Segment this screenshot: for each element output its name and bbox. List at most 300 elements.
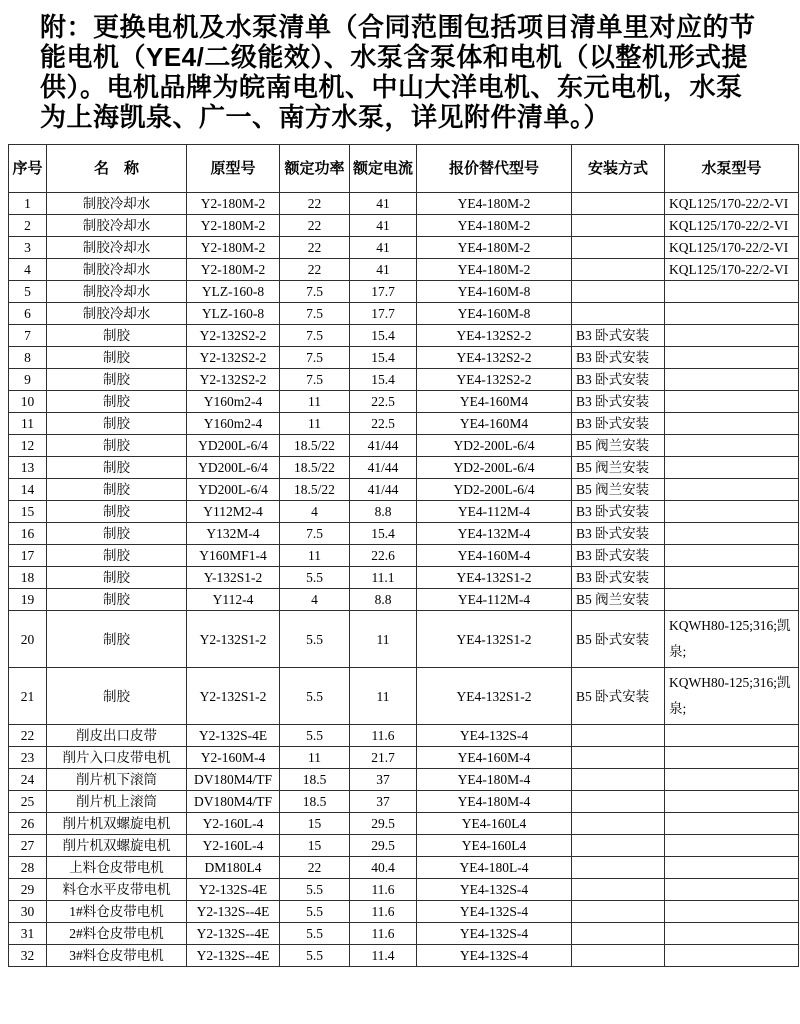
cell-old-model: Y2-180M-2 [187, 237, 280, 259]
title-line-3: 供）。电机品牌为皖南电机、中山大洋电机、东元电机，水泵 [40, 72, 743, 102]
cell-quote-model: YE4-180M-2 [417, 259, 572, 281]
cell-old-model: Y2-132S2-2 [187, 325, 280, 347]
cell-seq: 31 [9, 923, 47, 945]
cell-pump-model [665, 901, 799, 923]
cell-old-model: Y2-180M-2 [187, 259, 280, 281]
cell-mount-type: B3 卧式安装 [572, 545, 665, 567]
cell-rated-power: 18.5/22 [280, 457, 350, 479]
cell-rated-power: 22 [280, 237, 350, 259]
cell-rated-power: 18.5 [280, 769, 350, 791]
cell-name: 制胶冷却水 [47, 237, 187, 259]
cell-seq: 14 [9, 479, 47, 501]
cell-pump-model [665, 545, 799, 567]
header-row [9, 145, 799, 193]
cell-quote-model: YE4-160M-4 [417, 545, 572, 567]
cell-rated-power: 5.5 [280, 901, 350, 923]
cell-quote-model: YE4-160M4 [417, 391, 572, 413]
cell-quote-model: YE4-132S-4 [417, 725, 572, 747]
table-row [9, 501, 799, 523]
table-header [9, 145, 799, 193]
table-row [9, 369, 799, 391]
cell-rated-power: 4 [280, 589, 350, 611]
cell-quote-model: YE4-160M-8 [417, 281, 572, 303]
cell-quote-model: YE4-132S-4 [417, 901, 572, 923]
cell-quote-model: YE4-160M-4 [417, 747, 572, 769]
cell-pump-model [665, 523, 799, 545]
table-row [9, 259, 799, 281]
cell-old-model: Y-132S1-2 [187, 567, 280, 589]
cell-seq: 5 [9, 281, 47, 303]
cell-rated-current: 41 [350, 259, 417, 281]
cell-mount-type [572, 923, 665, 945]
cell-seq: 12 [9, 435, 47, 457]
cell-old-model: Y2-160L-4 [187, 835, 280, 857]
cell-rated-current: 40.4 [350, 857, 417, 879]
cell-pump-model [665, 769, 799, 791]
cell-pump-model [665, 281, 799, 303]
cell-rated-power: 18.5 [280, 791, 350, 813]
cell-quote-model: YE4-132S2-2 [417, 369, 572, 391]
cell-seq: 10 [9, 391, 47, 413]
cell-name: 1#料仓皮带电机 [47, 901, 187, 923]
cell-seq: 13 [9, 457, 47, 479]
cell-rated-power: 7.5 [280, 369, 350, 391]
cell-seq: 26 [9, 813, 47, 835]
cell-mount-type [572, 303, 665, 325]
cell-pump-model [665, 945, 799, 967]
cell-seq: 11 [9, 413, 47, 435]
cell-rated-current: 11.6 [350, 923, 417, 945]
cell-rated-current: 15.4 [350, 347, 417, 369]
cell-old-model: Y2-132S2-2 [187, 369, 280, 391]
cell-rated-power: 22 [280, 259, 350, 281]
col-header-quote-model: 报价替代型号 [417, 145, 572, 193]
cell-old-model: Y2-180M-2 [187, 215, 280, 237]
cell-seq: 25 [9, 791, 47, 813]
cell-name: 制胶 [47, 567, 187, 589]
cell-mount-type [572, 193, 665, 215]
title-line-1: 附：更换电机及水泵清单（合同范围包括项目清单里对应的节 [40, 12, 756, 42]
cell-mount-type [572, 237, 665, 259]
cell-mount-type [572, 857, 665, 879]
cell-name: 制胶 [47, 545, 187, 567]
cell-quote-model: YE4-132S-4 [417, 879, 572, 901]
table-row [9, 325, 799, 347]
cell-seq: 32 [9, 945, 47, 967]
table-row [9, 813, 799, 835]
cell-old-model: DM180L4 [187, 857, 280, 879]
cell-seq: 9 [9, 369, 47, 391]
cell-rated-power: 7.5 [280, 325, 350, 347]
cell-seq: 3 [9, 237, 47, 259]
cell-old-model: DV180M4/TF [187, 769, 280, 791]
cell-name: 3#料仓皮带电机 [47, 945, 187, 967]
cell-seq: 7 [9, 325, 47, 347]
cell-rated-power: 5.5 [280, 923, 350, 945]
cell-rated-power: 11 [280, 391, 350, 413]
cell-mount-type [572, 281, 665, 303]
cell-name: 削皮出口皮带 [47, 725, 187, 747]
cell-pump-model [665, 567, 799, 589]
cell-old-model: YD200L-6/4 [187, 457, 280, 479]
table-row [9, 479, 799, 501]
cell-old-model: Y2-132S2-2 [187, 347, 280, 369]
cell-quote-model: YD2-200L-6/4 [417, 457, 572, 479]
cell-rated-power: 5.5 [280, 725, 350, 747]
cell-rated-current: 15.4 [350, 369, 417, 391]
cell-pump-model [665, 813, 799, 835]
title-line-2: 能电机（YE4/二级能效）、水泵含泵体和电机（以整机形式提 [40, 42, 748, 72]
table-row [9, 215, 799, 237]
col-header-rated-power: 额定功率 [280, 145, 350, 193]
cell-rated-current: 41/44 [350, 479, 417, 501]
table-row [9, 901, 799, 923]
table-row [9, 391, 799, 413]
cell-seq: 22 [9, 725, 47, 747]
cell-rated-power: 22 [280, 193, 350, 215]
cell-seq: 15 [9, 501, 47, 523]
cell-seq: 18 [9, 567, 47, 589]
cell-rated-power: 22 [280, 857, 350, 879]
cell-old-model: Y2-160M-4 [187, 747, 280, 769]
cell-mount-type [572, 747, 665, 769]
table-row [9, 457, 799, 479]
document-title [0, 0, 800, 132]
table-body [9, 193, 799, 967]
table-row [9, 611, 799, 668]
cell-old-model: Y160m2-4 [187, 413, 280, 435]
cell-pump-model [665, 501, 799, 523]
cell-name: 制胶 [47, 391, 187, 413]
cell-old-model: YD200L-6/4 [187, 435, 280, 457]
cell-seq: 2 [9, 215, 47, 237]
table-row [9, 413, 799, 435]
cell-pump-model [665, 413, 799, 435]
cell-mount-type: B3 卧式安装 [572, 325, 665, 347]
cell-mount-type [572, 769, 665, 791]
cell-quote-model: YD2-200L-6/4 [417, 479, 572, 501]
cell-mount-type [572, 901, 665, 923]
cell-quote-model: YE4-180M-2 [417, 237, 572, 259]
cell-rated-current: 11.4 [350, 945, 417, 967]
cell-quote-model: YE4-180L-4 [417, 857, 572, 879]
cell-old-model: Y112-4 [187, 589, 280, 611]
cell-name: 制胶 [47, 479, 187, 501]
cell-mount-type [572, 945, 665, 967]
cell-rated-power: 11 [280, 545, 350, 567]
cell-pump-model: KQL125/170-22/2-VI [665, 193, 799, 215]
cell-old-model: Y2-132S1-2 [187, 668, 280, 725]
table-row [9, 769, 799, 791]
cell-rated-current: 15.4 [350, 325, 417, 347]
cell-rated-current: 17.7 [350, 281, 417, 303]
cell-mount-type: B3 卧式安装 [572, 567, 665, 589]
cell-old-model: Y160MF1-4 [187, 545, 280, 567]
cell-quote-model: YE4-160M4 [417, 413, 572, 435]
cell-name: 2#料仓皮带电机 [47, 923, 187, 945]
cell-pump-model [665, 835, 799, 857]
cell-rated-current: 22.5 [350, 391, 417, 413]
cell-rated-power: 5.5 [280, 945, 350, 967]
table-row [9, 835, 799, 857]
cell-old-model: Y2-132S-4E [187, 879, 280, 901]
cell-mount-type: B3 卧式安装 [572, 413, 665, 435]
cell-pump-model: KQL125/170-22/2-VI [665, 237, 799, 259]
table-row [9, 945, 799, 967]
cell-mount-type [572, 259, 665, 281]
cell-mount-type: B3 卧式安装 [572, 369, 665, 391]
cell-rated-power: 22 [280, 215, 350, 237]
cell-name: 制胶 [47, 501, 187, 523]
cell-name: 制胶 [47, 369, 187, 391]
table-row [9, 879, 799, 901]
cell-seq: 17 [9, 545, 47, 567]
cell-rated-power: 7.5 [280, 347, 350, 369]
cell-rated-power: 5.5 [280, 567, 350, 589]
cell-quote-model: YE4-132S2-2 [417, 347, 572, 369]
cell-quote-model: YE4-132S1-2 [417, 567, 572, 589]
cell-quote-model: YE4-180M-4 [417, 791, 572, 813]
cell-rated-current: 11 [350, 668, 417, 725]
cell-name: 制胶 [47, 325, 187, 347]
cell-mount-type: B3 卧式安装 [572, 391, 665, 413]
cell-old-model: Y2-180M-2 [187, 193, 280, 215]
cell-rated-current: 11 [350, 611, 417, 668]
col-header-mount-type: 安装方式 [572, 145, 665, 193]
cell-mount-type: B5 阀兰安装 [572, 435, 665, 457]
cell-rated-current: 41/44 [350, 457, 417, 479]
cell-quote-model: YE4-160M-8 [417, 303, 572, 325]
cell-name: 上料仓皮带电机 [47, 857, 187, 879]
cell-mount-type: B3 卧式安装 [572, 523, 665, 545]
cell-seq: 24 [9, 769, 47, 791]
col-header-seq: 序号 [9, 145, 47, 193]
cell-old-model: YLZ-160-8 [187, 303, 280, 325]
table-row [9, 435, 799, 457]
cell-old-model: Y2-160L-4 [187, 813, 280, 835]
cell-name: 削片机双螺旋电机 [47, 835, 187, 857]
cell-old-model: Y132M-4 [187, 523, 280, 545]
cell-pump-model [665, 347, 799, 369]
cell-name: 削片机下滚筒 [47, 769, 187, 791]
cell-name: 削片机双螺旋电机 [47, 813, 187, 835]
cell-name: 料仓水平皮带电机 [47, 879, 187, 901]
cell-old-model: YD200L-6/4 [187, 479, 280, 501]
cell-rated-power: 18.5/22 [280, 435, 350, 457]
cell-rated-current: 11.1 [350, 567, 417, 589]
table-row [9, 303, 799, 325]
cell-name: 制胶 [47, 347, 187, 369]
cell-quote-model: YE4-132S1-2 [417, 611, 572, 668]
cell-quote-model: YE4-112M-4 [417, 589, 572, 611]
cell-name: 削片机上滚筒 [47, 791, 187, 813]
cell-pump-model [665, 589, 799, 611]
cell-name: 制胶 [47, 435, 187, 457]
cell-old-model: YLZ-160-8 [187, 281, 280, 303]
cell-rated-current: 8.8 [350, 501, 417, 523]
cell-pump-model [665, 391, 799, 413]
cell-name: 制胶冷却水 [47, 215, 187, 237]
table-row [9, 545, 799, 567]
cell-pump-model [665, 303, 799, 325]
cell-old-model: Y2-132S--4E [187, 901, 280, 923]
cell-seq: 6 [9, 303, 47, 325]
table-row [9, 857, 799, 879]
cell-seq: 21 [9, 668, 47, 725]
cell-mount-type: B3 卧式安装 [572, 347, 665, 369]
cell-mount-type: B5 卧式安装 [572, 611, 665, 668]
cell-quote-model: YE4-132S1-2 [417, 668, 572, 725]
cell-pump-model [665, 857, 799, 879]
cell-name: 制胶 [47, 668, 187, 725]
cell-quote-model: YE4-112M-4 [417, 501, 572, 523]
cell-mount-type: B5 卧式安装 [572, 668, 665, 725]
cell-seq: 28 [9, 857, 47, 879]
cell-old-model: Y160m2-4 [187, 391, 280, 413]
cell-pump-model [665, 747, 799, 769]
cell-rated-current: 29.5 [350, 835, 417, 857]
cell-old-model: Y2-132S1-2 [187, 611, 280, 668]
cell-mount-type: B5 阀兰安装 [572, 457, 665, 479]
cell-rated-power: 5.5 [280, 611, 350, 668]
cell-seq: 23 [9, 747, 47, 769]
cell-quote-model: YE4-160L4 [417, 835, 572, 857]
cell-quote-model: YE4-132S2-2 [417, 325, 572, 347]
cell-mount-type [572, 813, 665, 835]
cell-rated-power: 15 [280, 835, 350, 857]
cell-quote-model: YE4-180M-2 [417, 193, 572, 215]
cell-seq: 1 [9, 193, 47, 215]
cell-name: 削片入口皮带电机 [47, 747, 187, 769]
table-row [9, 237, 799, 259]
cell-pump-model: KQWH80-125;316;凯泉; [665, 668, 799, 725]
cell-mount-type [572, 725, 665, 747]
cell-rated-current: 11.6 [350, 901, 417, 923]
table-row [9, 747, 799, 769]
col-header-rated-current: 额定电流 [350, 145, 417, 193]
cell-seq: 8 [9, 347, 47, 369]
cell-rated-power: 4 [280, 501, 350, 523]
cell-rated-current: 37 [350, 791, 417, 813]
cell-rated-current: 11.6 [350, 725, 417, 747]
motor-pump-table [8, 144, 799, 967]
cell-mount-type: B5 阀兰安装 [572, 589, 665, 611]
cell-seq: 27 [9, 835, 47, 857]
cell-name: 制胶冷却水 [47, 303, 187, 325]
cell-name: 制胶 [47, 611, 187, 668]
table-row [9, 281, 799, 303]
cell-rated-current: 41 [350, 215, 417, 237]
cell-rated-power: 11 [280, 747, 350, 769]
cell-old-model: Y2-132S--4E [187, 945, 280, 967]
cell-seq: 16 [9, 523, 47, 545]
cell-rated-current: 41 [350, 237, 417, 259]
cell-mount-type [572, 879, 665, 901]
cell-name: 制胶 [47, 523, 187, 545]
cell-rated-current: 15.4 [350, 523, 417, 545]
cell-rated-power: 11 [280, 413, 350, 435]
cell-seq: 29 [9, 879, 47, 901]
cell-pump-model [665, 791, 799, 813]
cell-pump-model [665, 325, 799, 347]
cell-pump-model [665, 923, 799, 945]
cell-mount-type: B3 卧式安装 [572, 501, 665, 523]
col-header-old-model: 原型号 [187, 145, 280, 193]
cell-pump-model: KQL125/170-22/2-VI [665, 215, 799, 237]
cell-pump-model [665, 435, 799, 457]
cell-seq: 20 [9, 611, 47, 668]
cell-rated-current: 22.6 [350, 545, 417, 567]
cell-old-model: DV180M4/TF [187, 791, 280, 813]
col-header-name: 名 称 [47, 145, 187, 193]
cell-name: 制胶冷却水 [47, 193, 187, 215]
cell-pump-model: KQWH80-125;316;凯泉; [665, 611, 799, 668]
table-row [9, 567, 799, 589]
cell-quote-model: YE4-132M-4 [417, 523, 572, 545]
table-row [9, 589, 799, 611]
title-line-4: 为上海凯泉、广一、南方水泵，详见附件清单。） [40, 102, 611, 132]
cell-seq: 19 [9, 589, 47, 611]
cell-name: 制胶 [47, 413, 187, 435]
cell-quote-model: YE4-132S-4 [417, 945, 572, 967]
cell-rated-current: 41 [350, 193, 417, 215]
cell-pump-model [665, 457, 799, 479]
cell-quote-model: YE4-180M-2 [417, 215, 572, 237]
cell-mount-type [572, 791, 665, 813]
cell-quote-model: YE4-132S-4 [417, 923, 572, 945]
cell-rated-current: 21.7 [350, 747, 417, 769]
cell-rated-current: 29.5 [350, 813, 417, 835]
cell-mount-type [572, 835, 665, 857]
table-row [9, 725, 799, 747]
cell-seq: 4 [9, 259, 47, 281]
table-row [9, 193, 799, 215]
cell-name: 制胶 [47, 589, 187, 611]
col-header-pump-model: 水泵型号 [665, 145, 799, 193]
cell-old-model: Y112M2-4 [187, 501, 280, 523]
cell-rated-current: 17.7 [350, 303, 417, 325]
cell-quote-model: YE4-180M-4 [417, 769, 572, 791]
cell-old-model: Y2-132S-4E [187, 725, 280, 747]
cell-rated-current: 22.5 [350, 413, 417, 435]
table-row [9, 791, 799, 813]
cell-rated-current: 41/44 [350, 435, 417, 457]
cell-mount-type: B5 阀兰安装 [572, 479, 665, 501]
cell-rated-current: 37 [350, 769, 417, 791]
table-row [9, 668, 799, 725]
table-row [9, 523, 799, 545]
cell-name: 制胶冷却水 [47, 259, 187, 281]
cell-rated-power: 7.5 [280, 303, 350, 325]
cell-name: 制胶冷却水 [47, 281, 187, 303]
cell-pump-model [665, 479, 799, 501]
cell-quote-model: YE4-160L4 [417, 813, 572, 835]
cell-pump-model [665, 725, 799, 747]
cell-rated-power: 15 [280, 813, 350, 835]
cell-rated-current: 11.6 [350, 879, 417, 901]
cell-seq: 30 [9, 901, 47, 923]
table-row [9, 923, 799, 945]
cell-rated-power: 7.5 [280, 523, 350, 545]
cell-rated-power: 5.5 [280, 879, 350, 901]
cell-rated-power: 18.5/22 [280, 479, 350, 501]
cell-pump-model: KQL125/170-22/2-VI [665, 259, 799, 281]
cell-pump-model [665, 879, 799, 901]
cell-mount-type [572, 215, 665, 237]
table-row [9, 347, 799, 369]
cell-rated-current: 8.8 [350, 589, 417, 611]
cell-pump-model [665, 369, 799, 391]
